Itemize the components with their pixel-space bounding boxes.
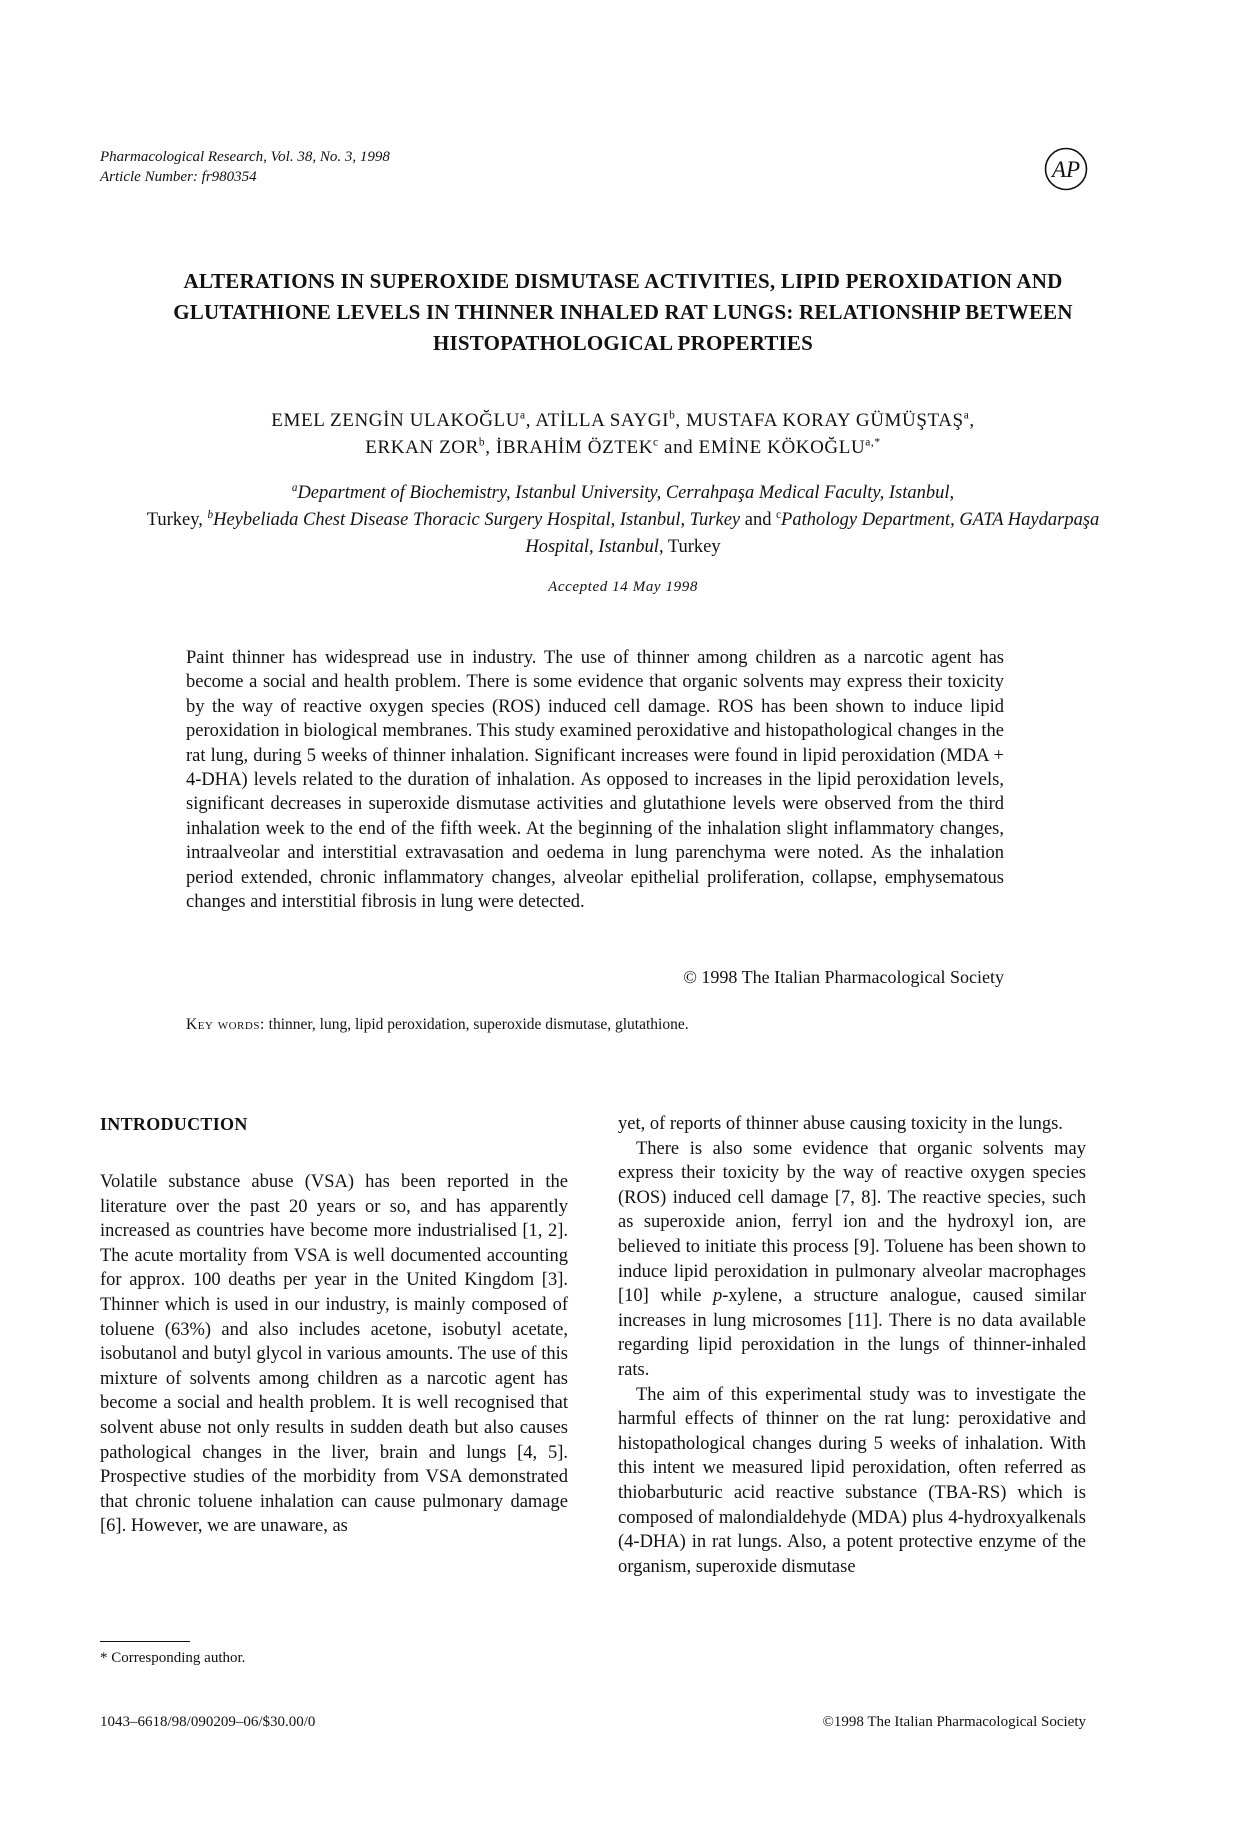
- author: ATİLLA SAYGI: [535, 410, 670, 431]
- author-affiliation-mark: a: [963, 409, 970, 422]
- affiliation-mark: c: [776, 508, 782, 521]
- paragraph-text: There is also some evidence that organic solvents may express their toxicity by the way of reactive oxygen species (ROS) induced cell damage [7, 8]. The reactive species, such as superoxide anion, ferryl ion and the hydroxyl ion, are believed to initiate this process [9]. Toluene has been shown to induce lipid peroxidation in pulmonary alveolar macrophages [10] while: [618, 1138, 1086, 1307]
- affiliation-country: , Turkey: [680, 510, 741, 530]
- section-heading-introduction: INTRODUCTION: [100, 1114, 248, 1134]
- keywords-text: thinner, lung, lipid peroxidation, superoxide dismutase, glutathione.: [264, 1016, 689, 1033]
- author-list: [130, 407, 1116, 461]
- body-paragraph: The aim of this experimental study was to investigate the harmful effects of thinner on the rat lung: peroxidative and histopathological changes during 5 weeks of inhalation. With this intent we measured lipid peroxidation, often referred as thiobarbuturic acid reactive substance (TBA-RS) which is composed of malondialdehyde (MDA) plus 4-hydroxyalkenals (4-DHA) in rat lungs. Also, a potent protective enzyme of the organism, superoxide dismutase: [618, 1384, 1086, 1577]
- journal-citation: Pharmacological Research, Vol. 38, No. 3, 1998: [100, 149, 390, 165]
- ap-logo-icon: [1044, 147, 1088, 191]
- footer-copyright: ©1998 The Italian Pharmacological Society: [822, 1714, 1086, 1730]
- author: MUSTAFA KORAY GÜMÜŞTAŞ: [686, 410, 964, 431]
- affiliation-country: Turkey: [146, 510, 199, 530]
- paper-title: ALTERATIONS IN SUPEROXIDE DISMUTASE ACTIVITIES, LIPID PEROXIDATION AND GLUTATHIONE LEVELS IN THINNER INHALED RAT LUNGS: RELATIONSHIP BETWEEN HISTOPATHOLOGICAL PROPERTIES: [173, 269, 1073, 355]
- accepted-date: Accepted 14 May 1998: [548, 579, 698, 595]
- affiliation-text: Department of Biochemistry, Istanbul University, Cerrahpaşa Medical Faculty, Istanbul,: [297, 483, 955, 503]
- italic-text: p: [712, 1286, 723, 1307]
- affiliation-mark: b: [207, 508, 214, 521]
- journal-citation-block: [100, 147, 390, 187]
- author-separator: ,: [485, 437, 496, 458]
- affiliation-country: , Turkey: [658, 537, 721, 557]
- paragraph-text: -xylene, a structure analogue, caused similar increases in lung microsomes [11]. There is no data available regarding lipid peroxidation in the lungs of thinner-inhaled rats.: [618, 1286, 1086, 1380]
- affiliations: [130, 480, 1116, 561]
- author: İBRAHİM ÖZTEK: [495, 437, 654, 458]
- author-separator: ,: [969, 410, 975, 431]
- keywords-label: Key words:: [186, 1016, 265, 1033]
- author-affiliation-mark: a: [520, 409, 526, 422]
- abstract: Paint thinner has widespread use in industry. The use of thinner among children as a narcotic agent has become a social and health problem. There is some evidence that organic solvents may express their toxicity by the way of reactive oxygen species (ROS) induced cell damage. ROS has been shown to induce lipid peroxidation in biological membranes. This study examined peroxidative and histopathological changes in the rat lung, during 5 weeks of thinner inhalation. Significant increases were found in lipid peroxidation (MDA + 4-DHA) levels related to the duration of inhalation. As opposed to increases in the lipid peroxidation levels, significant decreases in superoxide dismutase activities and glutathione levels were observed from the third inhalation week to the end of the fifth week. At the beginning of the inhalation slight inflammatory changes, intraalveolar and interstitial extravasation and oedema in lung parenchyma were noted. As the inhalation period extended, chronic inflammatory changes, alveolar epithelial proliferation, collapse, emphysematous changes and interstitial fibrosis in lung were detected.: [186, 648, 1004, 913]
- body-column-left: [100, 1170, 568, 1539]
- author: EMİNE KÖKOĞLU: [698, 437, 866, 458]
- author: EMEL ZENGİN ULAKOĞLU: [271, 410, 521, 431]
- affiliation-text: Pathology Department, GATA Haydarpaşa Hospital, Istanbul: [525, 510, 1100, 557]
- author-affiliation-mark: b: [478, 436, 486, 449]
- author-separator: ,: [525, 410, 536, 431]
- footer-code: 1043–6618/98/090209–06/$30.00/0: [100, 1714, 316, 1730]
- body-paragraph: yet, of reports of thinner abuse causing toxicity in the lungs.: [618, 1114, 1063, 1134]
- abstract-copyright: © 1998 The Italian Pharmacological Society: [683, 967, 1004, 987]
- author-affiliation-mark: b: [669, 409, 676, 422]
- footnote: * Corresponding author.: [100, 1650, 246, 1666]
- keywords: [186, 1016, 1086, 1034]
- author-affiliation-mark: c: [653, 436, 659, 449]
- affiliation-separator: ,: [198, 510, 208, 530]
- footnote-divider: [100, 1641, 190, 1642]
- affiliation-separator: and: [740, 510, 777, 530]
- affiliation-mark: a: [291, 481, 298, 494]
- affiliation-text: Heybeliada Chest Disease Thoracic Surgery Hospital, Istanbul: [213, 510, 681, 530]
- body-column-right: [618, 1112, 1086, 1579]
- author-separator: and: [658, 437, 699, 458]
- author-affiliation-mark: a,*: [865, 436, 881, 449]
- logo-text: AP: [1051, 157, 1081, 182]
- author: ERKAN ZOR: [365, 437, 479, 458]
- body-paragraph: Volatile substance abuse (VSA) has been reported in the literature over the past 20 years or so, and has apparently increased as countries have become more industrialised [1, 2]. The acute mortality from VSA is well documented accounting for approx. 100 deaths per year in the United Kingdom [3]. Thinner which is used in our industry, is mainly composed of toluene (63%) and also includes acetone, isobutyl acetate, isobutanol and butyl glycol in various amounts. The use of this mixture of solvents among children as a narcotic agent has become a social and health problem. It is well recognised that solvent abuse not only results in sudden death but also causes pathological changes in the liver, brain and lungs [4, 5]. Prospective studies of the morbidity from VSA demonstrated that chronic toluene inhalation can cause pulmonary damage [6]. However, we are unaware, as: [100, 1172, 568, 1537]
- article-number: Article Number: fr980354: [100, 169, 257, 185]
- body-paragraph: [618, 1137, 1086, 1383]
- author-separator: ,: [675, 410, 687, 431]
